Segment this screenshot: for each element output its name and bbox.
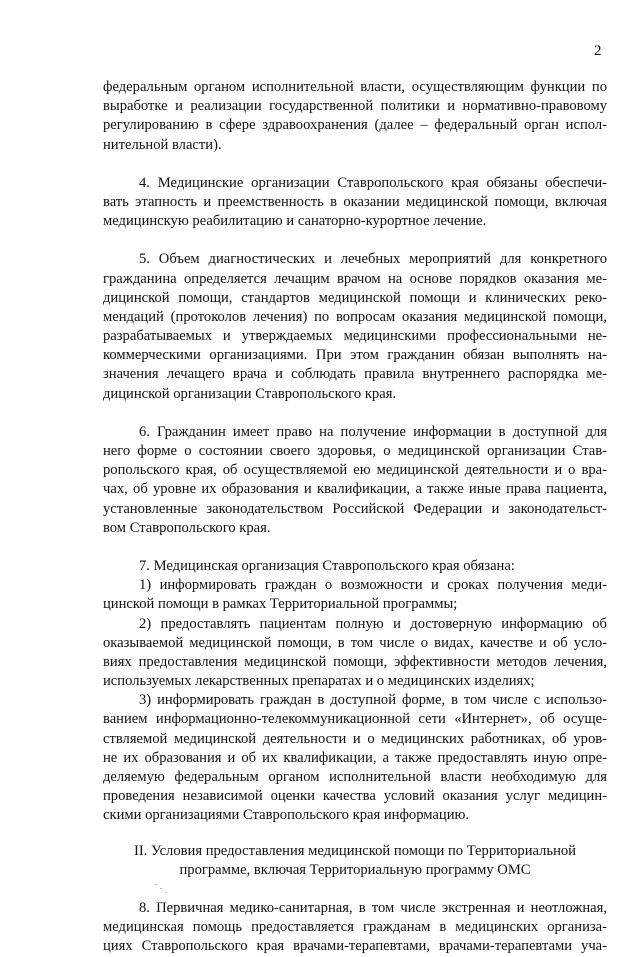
text-line: 1) информировать граждан о возможности и сроках получения меди- — [139, 577, 607, 594]
text-line: скими организациями Ставропольского края информацию. — [103, 807, 470, 824]
text-line: федеральным органом исполнительной власти, осуществляющим функции по — [103, 79, 607, 95]
text-line: вом Ставропольского края. — [103, 519, 271, 536]
text-line: мендаций (протоколов лечения) по вопросам оказания медицинской помощи, — [103, 308, 607, 325]
paragraph-4 — [103, 174, 607, 232]
text-line: 3) информировать граждан в доступной форме, в том числе с использо- — [139, 692, 607, 709]
text-line: вать этапность и преемственность в оказании медицинской помощи, включая — [103, 193, 607, 210]
text-line: используемых лекарственных препаратах и о медицинских изделиях; — [103, 673, 535, 690]
text-line: ванием информационно-телекоммуникационной сети «Интернет», об осуще- — [103, 711, 607, 728]
text-line: нительной власти). — [103, 136, 222, 153]
paragraph-7-item-1 — [103, 576, 607, 614]
text-line: значения лечащего врача и соблюдать правила внутреннего распорядка ме- — [103, 366, 607, 383]
text-line: коммерческими организациями. При этом гражданин обязан выполнять на- — [103, 347, 607, 364]
page-number: 2 — [594, 43, 602, 59]
text-line: дицинской помощи, стандартов медицинской помощи и клинических реко- — [103, 289, 607, 306]
text-line: медицинская помощь предоставляется гражданам в медицинских организа- — [103, 919, 607, 936]
scan-speck — [160, 888, 162, 889]
text-line: 2) предоставлять пациентам полную и достоверную информацию об — [139, 615, 607, 632]
heading-line: II. Условия предоставления медицинской помощи по Территориальной — [133, 842, 576, 859]
text-line: ствляемой медицинской деятельности и о медицинских работниках, об уров- — [103, 730, 607, 747]
paragraph-7 — [103, 557, 607, 576]
text-line: него форме о состоянии своего здоровья, о медицинской организации Став- — [103, 443, 607, 459]
heading-line: программе, включая Территориальную программу ОМС — [179, 861, 531, 878]
text-line: ропольского края, об осуществляемой ею медицинской деятельности и о вра- — [103, 462, 607, 479]
text-line: регулированию в сфере здравоохранения (далее – федеральный орган испол- — [103, 117, 607, 134]
text-line: медицинскую реабилитацию и санаторно-курортное лечение. — [103, 213, 487, 230]
text-line: 4. Медицинские организации Ставропольского края обязаны обеспечи- — [139, 174, 607, 191]
paragraph-6 — [103, 423, 607, 538]
paragraph-8 — [103, 899, 607, 957]
text-line: установленные законодательством Российской Федерации и законодательст- — [103, 500, 607, 517]
text-line: дицинской организации Ставропольского края. — [103, 385, 397, 402]
text-line: 5. Объем диагностических и лечебных мероприятий для конкретного — [139, 251, 607, 268]
scan-speck — [165, 892, 167, 893]
text-line: разрабатываемых и утверждаемых медицинскими профессиональными не- — [103, 328, 607, 345]
text-line: гражданина определяется лечащим врачом на основе порядков оказания ме- — [103, 270, 607, 287]
text-line: оказываемой медицинской помощи, в том числе о видах, качестве и об усло- — [103, 634, 607, 651]
document-body — [103, 78, 607, 957]
text-line: выработке и реализации государственной политики и нормативно-правовому — [103, 98, 607, 115]
text-line: 8. Первичная медико-санитарная, в том числе экстренная и неотложная, — [139, 899, 607, 916]
paragraph-5 — [103, 250, 607, 404]
text-line: проведения независимой оценки качества условий оказания услуг медицин- — [103, 788, 607, 805]
text-line: деляемую федеральным органом исполнительной власти необходимую для — [103, 769, 607, 785]
paragraph-7-item-2 — [103, 615, 607, 692]
paragraph-7-item-3 — [103, 691, 607, 825]
text-line: цинской помощи в рамках Территориальной программы; — [103, 596, 458, 613]
text-line: 7. Медицинская организация Ставропольского края обязана: — [139, 557, 515, 574]
scan-speck — [155, 884, 157, 885]
section-heading — [103, 842, 607, 880]
text-line: чах, об уровне их образования и квалификации, а также иные права пациента, — [103, 481, 607, 498]
text-line: циях Ставропольского края врачами-терапевтами, врачами-терапевтами уча- — [103, 938, 607, 955]
paragraph-intro — [103, 78, 607, 155]
text-line: виях предоставления медицинской помощи, эффективности методов лечения, — [103, 653, 607, 670]
text-line: не их образования и об их квалификации, а также предоставлять иную опре- — [103, 749, 607, 766]
text-line: 6. Гражданин имеет право на получение информации в доступной для — [139, 423, 607, 440]
